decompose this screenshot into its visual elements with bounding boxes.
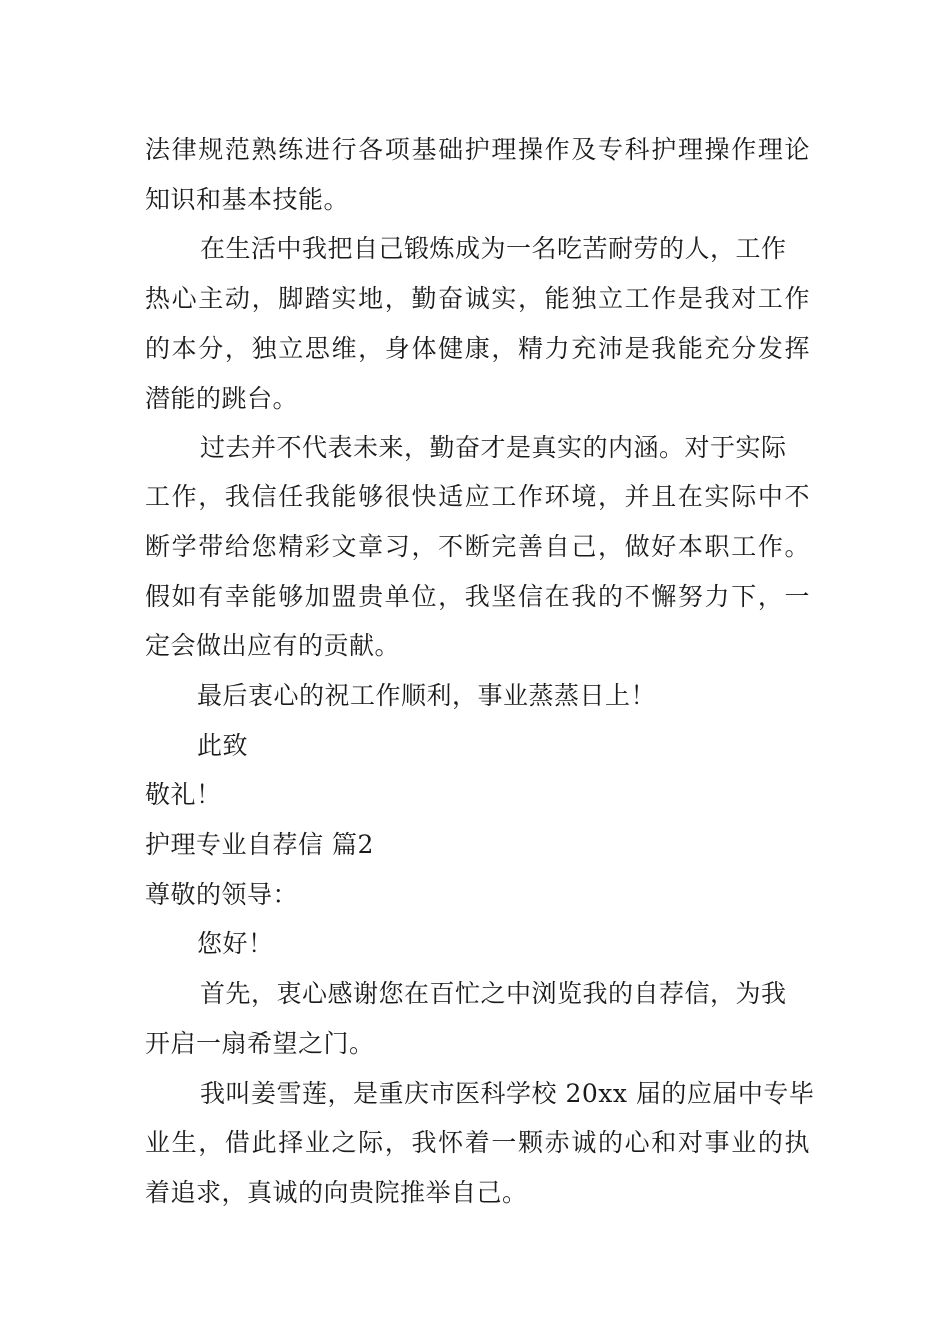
paragraph-line: 工作，我信任我能够很快适应工作环境，并且在实际中不 [145, 482, 810, 511]
salutation-closing: 此致 [197, 731, 249, 760]
paragraph-line: 着追求，真诚的向贵院推举自己。 [145, 1178, 528, 1207]
paragraph-line: 假如有幸能够加盟贵单位，我坚信在我的不懈努力下，一 [145, 582, 810, 611]
section-heading: 护理专业自荐信 篇2 [145, 830, 374, 859]
paragraph-line: 开启一扇希望之门。 [145, 1029, 375, 1058]
paragraph-line: 热心主动，脚踏实地，勤奋诚实，能独立工作是我对工作 [145, 284, 810, 313]
paragraph-line: 过去并不代表未来，勤奋才是真实的内涵。对于实际 [200, 433, 787, 462]
paragraph-line: 业生，借此择业之际，我怀着一颗赤诚的心和对事业的执 [145, 1128, 810, 1157]
paragraph-line: 定会做出应有的贡献。 [145, 631, 401, 660]
paragraph-line: 首先，衷心感谢您在百忙之中浏览我的自荐信，为我 [200, 979, 787, 1008]
paragraph-line: 的本分，独立思维，身体健康，精力充沛是我能充分发挥 [145, 334, 810, 363]
paragraph-line: 法律规范熟练进行各项基础护理操作及专科护理操作理论 [145, 135, 810, 164]
letter-hello: 您好！ [197, 929, 274, 958]
paragraph-line: 知识和基本技能。 [145, 185, 350, 214]
closing-wish: 最后衷心的祝工作顺利，事业蒸蒸日上！ [197, 681, 657, 710]
paragraph-line: 断学带给您精彩文章习，不断完善自己，做好本职工作。 [145, 532, 810, 561]
paragraph-line: 我叫姜雪莲，是重庆市医科学校 20xx 届的应届中专毕 [200, 1079, 815, 1108]
salutation-regards: 敬礼！ [145, 780, 222, 809]
paragraph-line: 在生活中我把自己锻炼成为一名吃苦耐劳的人，工作 [200, 234, 787, 263]
paragraph-line: 潜能的跳台。 [145, 384, 299, 413]
letter-greeting: 尊敬的领导： [145, 880, 299, 909]
